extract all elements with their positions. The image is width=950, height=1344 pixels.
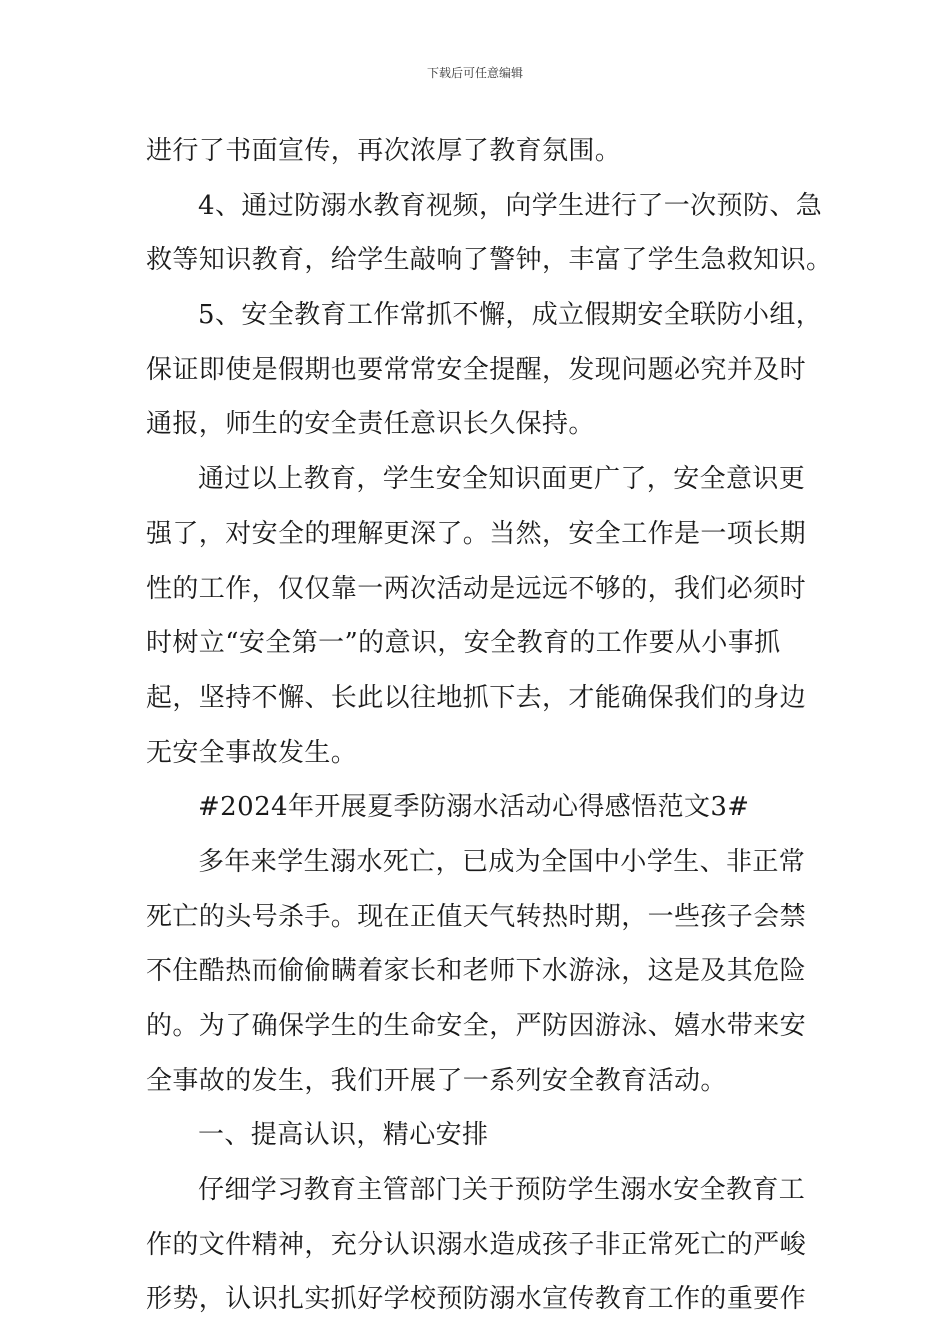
text-line: 形势，认识扎实抓好学校预防溺水宣传教育工作的重要作 [146, 1284, 807, 1315]
subsection-heading: 一、提高认识，精心安排 [198, 1120, 489, 1151]
text-line: 通报，师生的安全责任意识长久保持。 [146, 409, 595, 440]
text-line: 进行了书面宣传，再次浓厚了教育氛围。 [146, 136, 622, 166]
text-line: 强了，对安全的理解更深了。当然，安全工作是一项长期 [146, 518, 807, 549]
text-line: 通过以上教育，学生安全知识面更广了，安全意识更 [198, 464, 806, 495]
section-heading: #2024年开展夏季防溺水活动心得感悟范文3# [198, 792, 750, 823]
text-line: 时树立“安全第一”的意识，安全教育的工作要从小事抓 [146, 628, 781, 659]
page-header: 下载后可任意编辑 [426, 66, 523, 80]
text-line: 死亡的头号杀手。现在正值天气转热时期，一些孩子会禁 [146, 901, 807, 932]
text-line: 性的工作，仅仅靠一两次活动是远远不够的，我们必须时 [146, 573, 807, 604]
document-body [146, 124, 833, 1327]
text-line: 不住酷热而偷偷瞒着家长和老师下水游泳，这是及其危险 [146, 956, 807, 987]
text-line: 的。为了确保学生的生命安全，严防因游泳、嬉水带来安 [146, 1011, 807, 1041]
text-line: 4、通过防溺水教育视频，向学生进行了一次预防、急 [198, 190, 823, 221]
text-line: 救等知识教育，给学生敲响了警钟，丰富了学生急救知识。 [146, 245, 833, 276]
text-line: 起，坚持不懈、长此以往地抓下去，才能确保我们的身边 [146, 682, 807, 713]
text-line: 保证即使是假期也要常常安全提醒，发现问题必究并及时 [146, 354, 807, 385]
text-line: 5、安全教育工作常抓不懈，成立假期安全联防小组， [198, 300, 823, 331]
text-line: 仔细学习教育主管部门关于预防学生溺水安全教育工 [198, 1175, 806, 1206]
text-line: 全事故的发生，我们开展了一系列安全教育活动。 [146, 1065, 727, 1096]
text-line: 作的文件精神，充分认识溺水造成孩子非正常死亡的严峻 [146, 1229, 807, 1260]
text-line: 多年来学生溺水死亡，已成为全国中小学生、非正常 [198, 846, 806, 877]
text-line: 无安全事故发生。 [146, 737, 358, 768]
